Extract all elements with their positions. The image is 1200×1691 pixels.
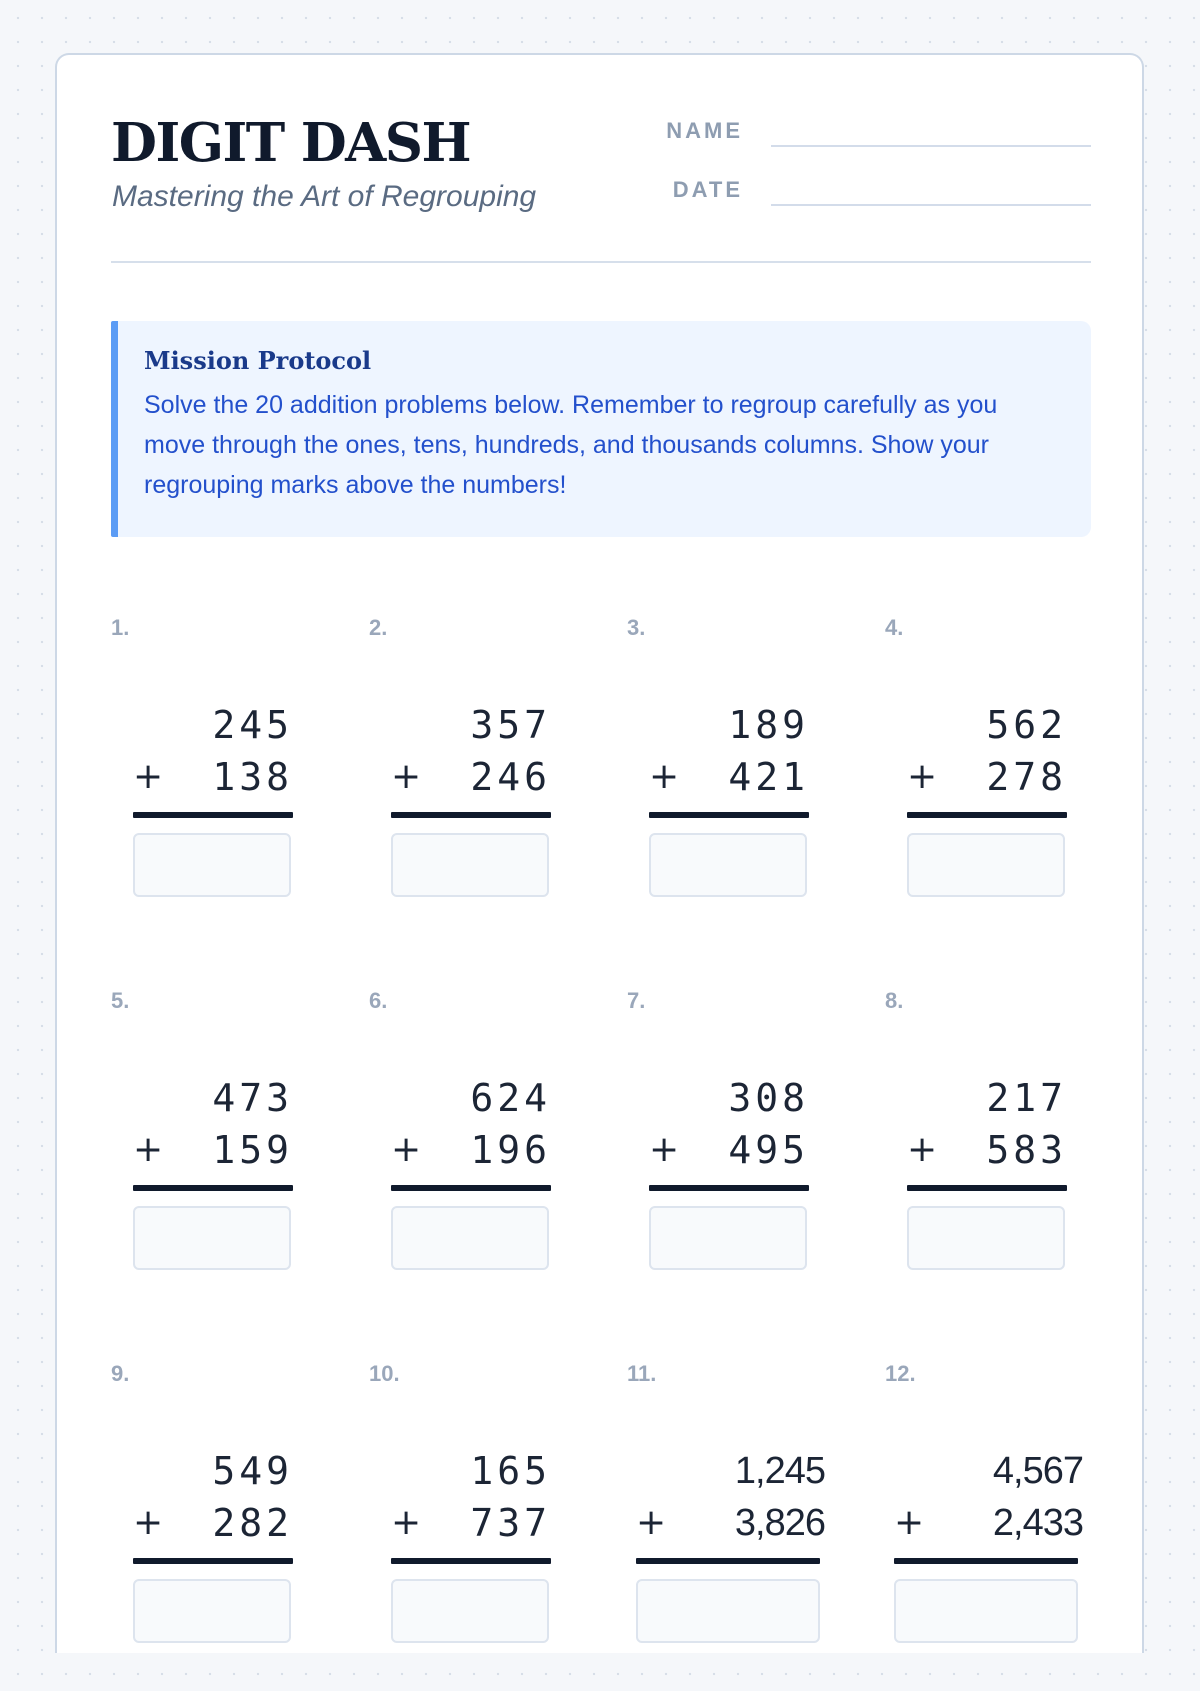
worksheet-page — [55, 53, 1144, 1653]
sum-line — [133, 1558, 293, 1564]
mission-protocol-box — [111, 321, 1091, 537]
plus-sign: + — [907, 1129, 938, 1170]
problem-1 — [111, 615, 369, 945]
plus-sign: + — [391, 1502, 422, 1543]
problem-10 — [369, 1361, 627, 1691]
plus-sign: + — [133, 1502, 164, 1543]
sum-line — [133, 812, 293, 818]
problem-12 — [885, 1361, 1143, 1691]
protocol-instructions: Solve the 20 addition problems below. Remember to regroup carefully as you move through the ones, tens, hundreds, and thousands columns. Show your regrouping marks above the numbers! — [144, 391, 998, 499]
sum-line — [391, 1185, 551, 1191]
first-addend: 549 — [212, 1449, 293, 1493]
problem-number: 1. — [111, 615, 130, 640]
second-addend: 138 — [212, 755, 293, 799]
problem-number: 7. — [627, 988, 646, 1013]
plus-sign: + — [636, 1502, 667, 1543]
sum-line — [649, 812, 809, 818]
plus-sign: + — [907, 756, 938, 797]
answer-box[interactable] — [133, 1579, 291, 1643]
problem-number: 10. — [369, 1361, 400, 1386]
second-addend: 495 — [728, 1128, 809, 1172]
sum-line — [391, 812, 551, 818]
second-addend: 583 — [986, 1128, 1067, 1172]
first-addend: 1,245 — [734, 1450, 825, 1492]
sum-line — [636, 1558, 820, 1564]
plus-sign: + — [894, 1502, 925, 1543]
plus-sign: + — [391, 1129, 422, 1170]
answer-box[interactable] — [391, 833, 549, 897]
worksheet-title: DIGIT DASH — [111, 112, 471, 174]
problem-number: 3. — [627, 615, 646, 640]
problem-9 — [111, 1361, 369, 1691]
second-addend: 196 — [470, 1128, 551, 1172]
answer-box[interactable] — [133, 1206, 291, 1270]
problem-4 — [885, 615, 1143, 945]
first-addend: 165 — [470, 1449, 551, 1493]
first-addend: 357 — [470, 703, 551, 747]
answer-box[interactable] — [907, 833, 1065, 897]
first-addend: 624 — [470, 1076, 551, 1120]
plus-sign: + — [649, 1129, 680, 1170]
problem-8 — [885, 988, 1143, 1318]
second-addend: 278 — [986, 755, 1067, 799]
second-addend: 282 — [212, 1501, 293, 1545]
answer-box[interactable] — [636, 1579, 820, 1643]
answer-box[interactable] — [391, 1579, 549, 1643]
answer-box[interactable] — [133, 833, 291, 897]
first-addend: 4,567 — [992, 1450, 1083, 1492]
sum-line — [907, 1185, 1067, 1191]
problem-5 — [111, 988, 369, 1318]
second-addend: 159 — [212, 1128, 293, 1172]
first-addend: 189 — [728, 703, 809, 747]
second-addend: 2,433 — [992, 1502, 1083, 1544]
date-label: DATE — [672, 177, 743, 202]
answer-box[interactable] — [649, 1206, 807, 1270]
sum-line — [907, 812, 1067, 818]
second-addend: 421 — [728, 755, 809, 799]
answer-box[interactable] — [907, 1206, 1065, 1270]
second-addend: 246 — [470, 755, 551, 799]
problem-number: 9. — [111, 1361, 130, 1386]
problem-6 — [369, 988, 627, 1318]
first-addend: 245 — [212, 703, 293, 747]
plus-sign: + — [649, 756, 680, 797]
problem-3 — [627, 615, 885, 945]
sum-line — [133, 1185, 293, 1191]
problem-number: 12. — [885, 1361, 916, 1386]
sum-line — [649, 1185, 809, 1191]
answer-box[interactable] — [894, 1579, 1078, 1643]
name-field[interactable] — [771, 145, 1091, 147]
problem-number: 6. — [369, 988, 388, 1013]
second-addend: 737 — [470, 1501, 551, 1545]
sum-line — [391, 1558, 551, 1564]
problem-7 — [627, 988, 885, 1318]
first-addend: 473 — [212, 1076, 293, 1120]
sum-line — [894, 1558, 1078, 1564]
problem-number: 11. — [627, 1361, 657, 1386]
plus-sign: + — [133, 756, 164, 797]
problem-number: 8. — [885, 988, 904, 1013]
first-addend: 562 — [986, 703, 1067, 747]
problem-11 — [627, 1361, 885, 1691]
problem-number: 5. — [111, 988, 130, 1013]
first-addend: 217 — [986, 1076, 1067, 1120]
worksheet-subtitle: Mastering the Art of Regrouping — [112, 180, 537, 213]
problem-number: 2. — [369, 615, 388, 640]
answer-box[interactable] — [649, 833, 807, 897]
plus-sign: + — [133, 1129, 164, 1170]
problem-2 — [369, 615, 627, 945]
first-addend: 308 — [728, 1076, 809, 1120]
date-field[interactable] — [771, 204, 1091, 206]
plus-sign: + — [391, 756, 422, 797]
header-divider — [111, 261, 1091, 263]
problem-number: 4. — [885, 615, 904, 640]
protocol-title: Mission Protocol — [144, 346, 372, 375]
name-label: NAME — [666, 118, 743, 143]
second-addend: 3,826 — [734, 1502, 825, 1544]
answer-box[interactable] — [391, 1206, 549, 1270]
